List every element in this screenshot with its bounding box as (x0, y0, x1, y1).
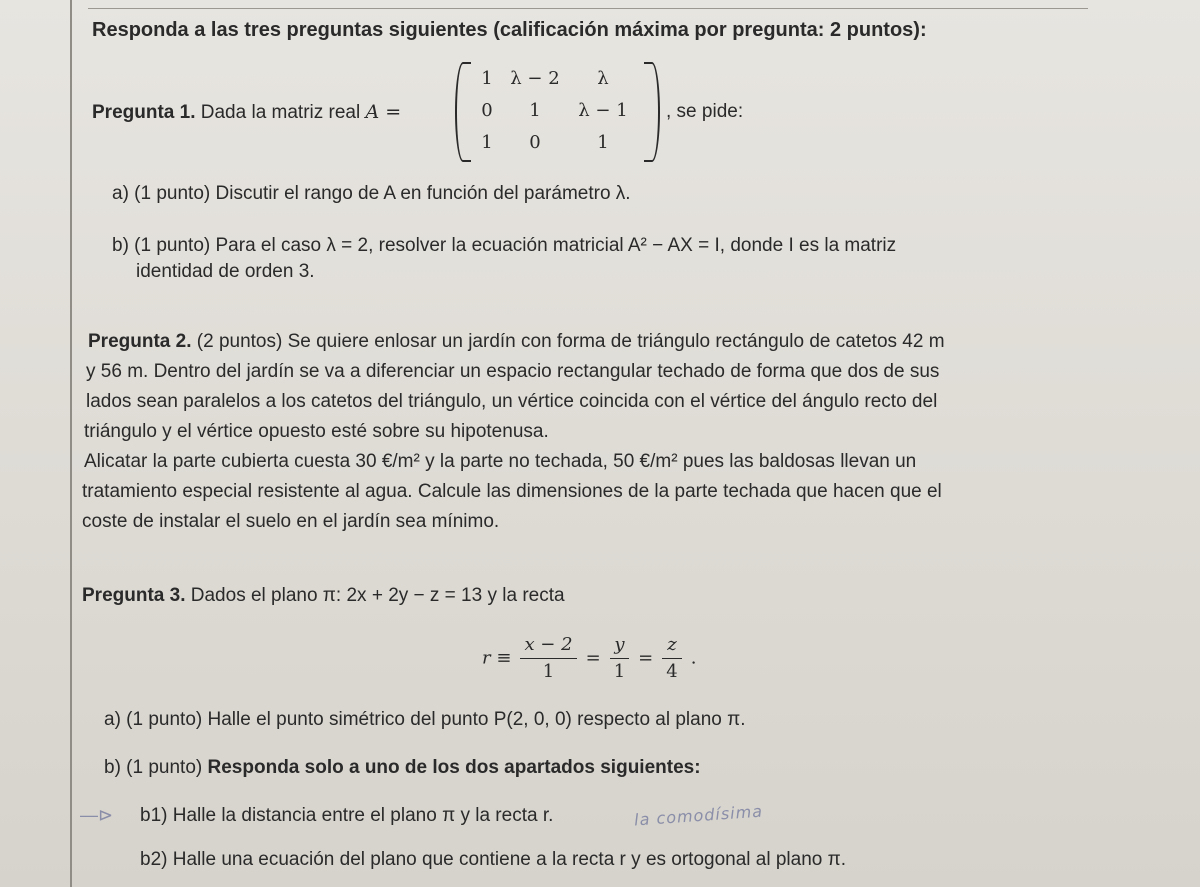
q3-part-b-bold: Responda solo a uno de los dos apartados siguientes: (207, 757, 701, 778)
q2-line-3: lados sean paralelos a los catetos del triángulo, un vértice coincida con el vértice del ángulo recto del (86, 391, 938, 412)
eq-frac-2 (610, 632, 629, 685)
q3-label: Pregunta 3. (82, 585, 186, 606)
eq-sign-2: = (638, 647, 654, 669)
q1-part-a: a) (1 punto) Discutir el rango de A en función del parámetro λ. (112, 183, 631, 204)
frac3-den: 4 (666, 661, 678, 682)
q1-part-b-line2: identidad de orden 3. (136, 261, 315, 282)
q3-intro-text: Dados el plano π: 2x + 2y − z = 13 y la recta (190, 585, 565, 606)
frac3-num: z (662, 632, 681, 659)
q2-text-1: (2 puntos) Se quiere enlosar un jardín con forma de triángulo rectángulo de catetos 42 m (196, 331, 945, 352)
m32: 0 (529, 132, 541, 153)
m22: 1 (529, 100, 541, 121)
frac2-num: y (610, 632, 629, 659)
q3-part-b1: b1) Halle la distancia entre el plano π y la recta r. (140, 805, 554, 826)
m23: λ − 1 (578, 100, 628, 121)
left-rule (70, 0, 72, 887)
frac2-den: 1 (613, 661, 626, 682)
q3-part-b2: b2) Halle una ecuación del plano que contiene a la recta r y es ortogonal al plano π. (140, 849, 847, 870)
right-paren (644, 62, 660, 162)
q3-line-equation (482, 632, 696, 685)
q1-matrix (455, 62, 660, 162)
frac1-num: x − 2 (520, 632, 576, 659)
eq-period: . (690, 647, 697, 669)
q1-intro-text: Dada la matriz real (200, 102, 361, 123)
eq-frac-3 (662, 632, 681, 685)
handwritten-note: la comodísima (633, 801, 764, 830)
q2-line-2: y 56 m. Dentro del jardín se va a diferenciar un espacio rectangular techado de forma que dos de sus (86, 361, 940, 382)
frac1-den: 1 (542, 661, 555, 682)
q1-intro (92, 98, 401, 127)
handwritten-arrow-icon: —⊳ (80, 805, 114, 825)
q2-label: Pregunta 2. (88, 331, 192, 352)
top-rule (88, 8, 1088, 9)
q3-part-b-prefix: b) (1 punto) (104, 757, 203, 778)
q3-intro (82, 582, 565, 610)
q3-part-a: a) (1 punto) Halle el punto simétrico del punto P(2, 0, 0) respecto al plano π. (104, 709, 746, 730)
m12: λ − 2 (510, 68, 560, 89)
m13: λ (597, 68, 609, 89)
m31: 1 (481, 132, 493, 153)
q2-line-1 (88, 328, 945, 356)
m21: 0 (481, 100, 493, 121)
q1-matrix-name: A = (365, 101, 402, 123)
q2-line-5: Alicatar la parte cubierta cuesta 30 €/m² y la parte no techada, 50 €/m² pues las baldosas llevan un (84, 451, 917, 472)
q1-after: , se pide: (666, 101, 744, 122)
eq-sign-1: = (585, 647, 601, 669)
q1-part-b-line1: b) (1 punto) Para el caso λ = 2, resolver la ecuación matricial A² − AX = I, donde I es la matriz (112, 235, 897, 256)
m11: 1 (481, 68, 493, 89)
q3-part-b (104, 754, 701, 782)
q1-label: Pregunta 1. (92, 102, 196, 123)
m33: 1 (597, 132, 609, 153)
eq-lhs: r ≡ (482, 647, 512, 669)
instructions: Responda a las tres preguntas siguientes (calificación máxima por pregunta: 2 puntos): (92, 19, 927, 41)
q2-line-6: tratamiento especial resistente al agua. Calcule las dimensiones de la parte techada que hacen que el (82, 481, 942, 502)
eq-frac-1 (520, 632, 576, 685)
q2-line-4: triángulo y el vértice opuesto esté sobre su hipotenusa. (84, 421, 549, 442)
q2-line-7: coste de instalar el suelo en el jardín sea mínimo. (82, 511, 500, 532)
